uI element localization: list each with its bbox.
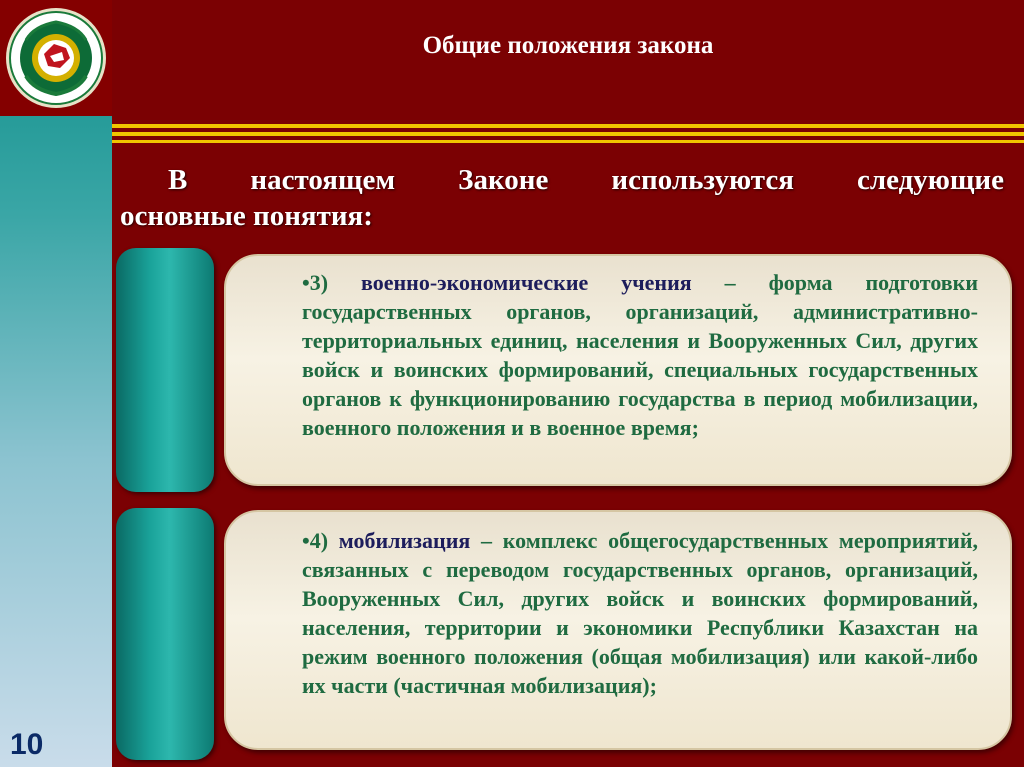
definition-lead-1 (254, 268, 978, 442)
item-tab-1 (116, 248, 214, 492)
bullet-2: •4) (302, 528, 329, 553)
definition-body-1: – форма подготовки государственных органов, организаций, административно-территориальных единиц, населения и Вооруженных Сил, других войск и воинских формирований, специальных государственных органов к функционированию государства в период мобилизации, военного положения и в военное время; (302, 270, 979, 440)
item-tab-2 (116, 508, 214, 760)
intro-line-2: основные понятия: (120, 200, 373, 232)
logo-container (0, 0, 112, 116)
term-2: мобилизация (338, 528, 471, 553)
page-number: 10 (10, 728, 44, 761)
definition-lead-2 (254, 526, 978, 700)
intro-line-1: В настоящем Законе используются следующие (168, 164, 1004, 196)
definition-text-1 (254, 268, 978, 442)
gold-divider-lines (112, 124, 1024, 146)
definition-text-2 (254, 526, 978, 700)
bullet-1: •3) (302, 270, 329, 295)
term-1: военно-экономические учения (360, 270, 692, 295)
emblem-logo-icon (4, 6, 108, 110)
definition-body-2: – комплекс общегосударственных мероприятий, связанных с переводом государственных органов, организаций, Вооруженных Сил, других войск и воинских формирований, населения, территории и экономики Республики Казахстан на режим военного положения (общая мобилизация) или какой-либо их части (частичная мобилизация); (302, 528, 978, 698)
intro-text (120, 162, 1004, 234)
slide-title: Общие положения закона (422, 32, 714, 59)
